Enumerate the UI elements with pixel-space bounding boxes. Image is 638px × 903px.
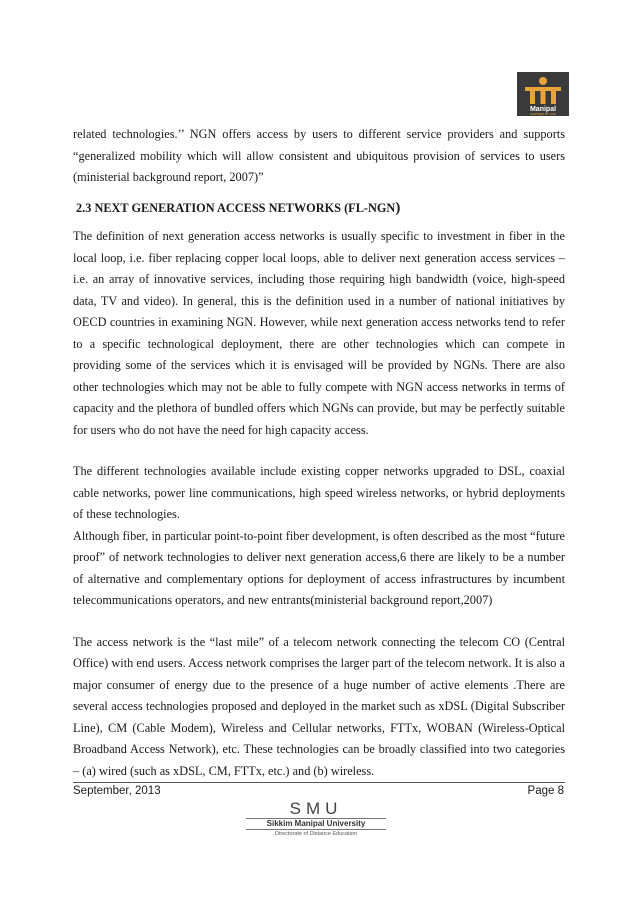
smu-title: SMU	[289, 799, 343, 818]
logo-text: Manipal	[529, 106, 557, 113]
smu-logo	[246, 800, 386, 838]
paragraph-definition: The definition of next generation access networks is usually specific to investment in fiber in the local loop, i.e. fiber replacing copper local loops, able to deliver next generation access services – i.e. an array of innovative services, including those requiring high bandwidth (voice, high-speed data, TV and video). In general, this is the definition used in a number of national initiatives by OECD countries in examining NGN. However, while next generation access networks tend to refer to a specific technological deployment, there are other technologies which can compete in providing some of the services which it is envisaged will be provided by NGNs. There are also other technologies which may not be able to fully compete with NGN access networks in terms of capacity and the plethora of bundled offers which NGNs can provide, but may be perfectly suitable for users who do not have the need for high capacity access.	[73, 229, 565, 437]
section-title: 2.3 NEXT GENERATION ACCESS NETWORKS (FL-NGN	[76, 200, 396, 215]
footer-divider	[73, 782, 565, 783]
manipal-logo	[517, 72, 569, 116]
smu-name: Sikkim Manipal University	[246, 818, 386, 830]
smu-subtitle: Directorate of Distance Education	[275, 831, 357, 837]
paragraph-fiber: Although fiber, in particular point-to-point fiber development, is often described as the most “future proof” of network technologies to deliver next generation access,6 there are likely to be a number of alternative and complementary options for deployment of access infrastructures by incumbent telecommunications operators, and new entrants(ministerial background report,2007)	[73, 528, 565, 607]
paragraph-access-network: The access network is the “last mile” of a telecom network connecting the telecom CO (Central Office) with end users. Access network comprises the larger part of the telecom network. It is also a major consumer of energy due to the presence of a huge number of active elements .There are several access technologies proposed and deployed in the market such as xDSL (Digital Subscriber Line), CM (Cable Modem), Wireless and Cellular networks, FTTx, WOBAN (Wireless-Optical Broadband Access Network), etc. These technologies can be broadly classified into two categories – (a) wired (such as xDSL, CM, FTTx, etc.) and (b) wireless.	[73, 634, 565, 778]
logo-tagline: INSPIRED BY LIFE	[529, 112, 557, 116]
paragraph-technologies: The different technologies available include existing copper networks upgraded to DSL, coaxial cable networks, power line communications, high speed wireless networks, or hybrid deployments of these technologies.	[73, 464, 565, 521]
section-paren: )	[395, 199, 401, 216]
footer-page-number: Page 8	[527, 785, 564, 797]
section-heading	[73, 189, 565, 227]
page-body	[73, 124, 565, 782]
footer-date: September, 2013	[73, 785, 161, 797]
intro-paragraph: related technologies.’’ NGN offers access by users to different service providers and supports “generalized mobility which will allow consistent and ubiquitous provision of services to users (ministerial background report, 2007)”	[73, 127, 565, 184]
